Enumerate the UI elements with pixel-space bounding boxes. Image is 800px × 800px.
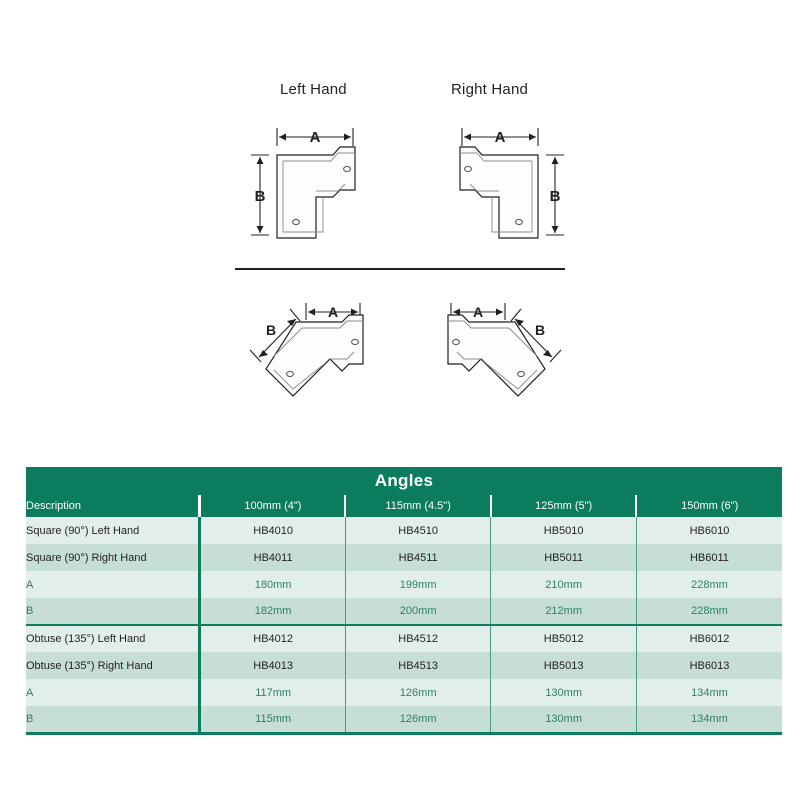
mounting-hole bbox=[518, 371, 525, 376]
column-header-125mm: 125mm (5") bbox=[491, 495, 637, 517]
dim-b-tick-upper bbox=[290, 309, 300, 321]
row-value: 210mm bbox=[491, 571, 637, 598]
table-row bbox=[26, 706, 782, 733]
mounting-hole bbox=[344, 166, 351, 171]
column-header-115mm: 115mm (4.5") bbox=[345, 495, 491, 517]
row-value: HB6012 bbox=[636, 625, 782, 652]
obtuse-angle-left-hand-figure bbox=[238, 292, 398, 407]
right-hand-label: Right Hand bbox=[451, 81, 529, 98]
table-row bbox=[26, 652, 782, 679]
dim-label-a: A bbox=[472, 304, 484, 320]
mounting-hole bbox=[293, 219, 300, 224]
column-header-description: Description bbox=[26, 495, 200, 517]
row-value: HB4013 bbox=[200, 652, 346, 679]
row-description: Square (90°) Left Hand bbox=[26, 517, 200, 544]
square-angle-right-hand-figure bbox=[420, 122, 570, 262]
row-description: Square (90°) Right Hand bbox=[26, 544, 200, 571]
row-value: HB6013 bbox=[636, 652, 782, 679]
row-description: A bbox=[26, 571, 200, 598]
row-value: 228mm bbox=[636, 571, 782, 598]
row-value: 212mm bbox=[491, 598, 637, 625]
row-value: 180mm bbox=[200, 571, 346, 598]
row-value: 117mm bbox=[200, 679, 346, 706]
row-value: 115mm bbox=[200, 706, 346, 733]
mounting-hole bbox=[516, 219, 523, 224]
table-row bbox=[26, 571, 782, 598]
row-value: HB4011 bbox=[200, 544, 346, 571]
mounting-hole bbox=[352, 339, 359, 344]
table-body bbox=[26, 517, 782, 733]
mounting-hole bbox=[453, 339, 460, 344]
dim-label-b: B bbox=[254, 188, 266, 205]
dim-label-b: B bbox=[549, 188, 561, 205]
row-value: HB4511 bbox=[345, 544, 491, 571]
row-value: 134mm bbox=[636, 706, 782, 733]
left-hand-label: Left Hand bbox=[280, 81, 347, 98]
dim-label-a: A bbox=[327, 304, 339, 320]
obtuse-angle-right-hand-figure bbox=[413, 292, 573, 407]
square-angle-left-hand-figure bbox=[245, 122, 395, 262]
mounting-hole bbox=[287, 371, 294, 376]
row-value: HB4010 bbox=[200, 517, 346, 544]
table-row bbox=[26, 598, 782, 625]
table-row bbox=[26, 679, 782, 706]
row-description: Obtuse (135°) Right Hand bbox=[26, 652, 200, 679]
row-value: 228mm bbox=[636, 598, 782, 625]
angles-specification-table bbox=[26, 467, 782, 735]
mounting-hole bbox=[465, 166, 472, 171]
angle-body-outline bbox=[266, 315, 363, 396]
row-value: HB6011 bbox=[636, 544, 782, 571]
table-title: Angles bbox=[26, 467, 782, 495]
table-row bbox=[26, 544, 782, 571]
row-description: B bbox=[26, 598, 200, 625]
table-row bbox=[26, 625, 782, 652]
row-value: HB4012 bbox=[200, 625, 346, 652]
dim-label-b: B bbox=[534, 322, 546, 338]
dim-label-b: B bbox=[265, 322, 277, 338]
table-title-row bbox=[26, 467, 782, 495]
diagram-section-divider bbox=[235, 268, 565, 270]
angle-body-outline bbox=[448, 315, 545, 396]
row-value: HB6010 bbox=[636, 517, 782, 544]
row-value: 130mm bbox=[491, 679, 637, 706]
row-description: A bbox=[26, 679, 200, 706]
column-header-100mm: 100mm (4") bbox=[200, 495, 346, 517]
row-value: HB5010 bbox=[491, 517, 637, 544]
table-row bbox=[26, 517, 782, 544]
row-value: HB4513 bbox=[345, 652, 491, 679]
row-value: HB5013 bbox=[491, 652, 637, 679]
row-value: 126mm bbox=[345, 679, 491, 706]
row-value: 199mm bbox=[345, 571, 491, 598]
row-value: 182mm bbox=[200, 598, 346, 625]
row-value: 130mm bbox=[491, 706, 637, 733]
row-value: HB4512 bbox=[345, 625, 491, 652]
dim-label-a: A bbox=[494, 129, 506, 146]
row-value: HB5011 bbox=[491, 544, 637, 571]
dim-label-a: A bbox=[309, 129, 321, 146]
row-value: HB5012 bbox=[491, 625, 637, 652]
row-value: 200mm bbox=[345, 598, 491, 625]
row-value: HB4510 bbox=[345, 517, 491, 544]
row-description: Obtuse (135°) Left Hand bbox=[26, 625, 200, 652]
row-value: 126mm bbox=[345, 706, 491, 733]
column-header-150mm: 150mm (6") bbox=[636, 495, 782, 517]
row-description: B bbox=[26, 706, 200, 733]
table-header-row bbox=[26, 495, 782, 517]
row-value: 134mm bbox=[636, 679, 782, 706]
